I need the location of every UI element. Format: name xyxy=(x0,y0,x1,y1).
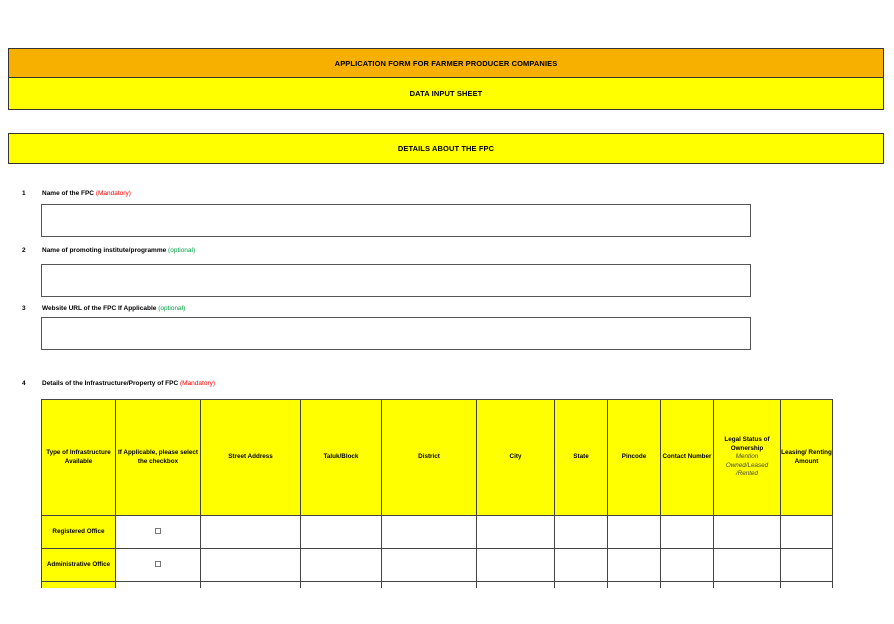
col-header-contact: Contact Number xyxy=(661,400,714,516)
col-header-legal-status xyxy=(714,400,781,516)
optional-tag: (optional) xyxy=(168,247,196,254)
col-header-city: City xyxy=(477,400,555,516)
infrastructure-table xyxy=(41,399,833,594)
question-1-label xyxy=(22,190,131,197)
col-header-type: Type of Infrastructure Available xyxy=(42,400,116,516)
district-cell[interactable] xyxy=(382,549,477,582)
col-header-district: District xyxy=(382,400,477,516)
row-label-registered-office: Registered Office xyxy=(42,516,116,549)
question-text: Name of the FPC xyxy=(42,190,95,197)
pincode-cell[interactable] xyxy=(608,549,661,582)
legal-status-cell[interactable] xyxy=(714,516,781,549)
legal-status-note: Mention Owned/Leased /Rented xyxy=(725,453,769,478)
city-cell[interactable] xyxy=(477,516,555,549)
section-title-bar xyxy=(8,133,884,164)
taluk-cell[interactable] xyxy=(301,549,382,582)
row-label-administrative-office: Administrative Office xyxy=(42,549,116,582)
question-text: Website URL of the FPC If Applicable xyxy=(42,305,157,312)
optional-tag: (optional) xyxy=(158,305,186,312)
pincode-cell[interactable] xyxy=(608,516,661,549)
question-text: Details of the Infrastructure/Property of FPC xyxy=(42,380,179,387)
checkbox-cell xyxy=(116,549,201,582)
question-number: 1 xyxy=(22,190,26,197)
taluk-cell[interactable] xyxy=(301,516,382,549)
col-header-pincode: Pincode xyxy=(608,400,661,516)
question-4-label xyxy=(22,380,215,387)
question-3-label xyxy=(22,305,185,312)
state-cell[interactable] xyxy=(555,516,608,549)
form-title: APPLICATION FORM FOR FARMER PRODUCER COMPANIES xyxy=(334,58,558,68)
checkbox-cell xyxy=(116,516,201,549)
legal-status-title: Legal Status of Ownership xyxy=(724,436,770,452)
contact-cell[interactable] xyxy=(661,549,714,582)
sheet-title: DATA INPUT SHEET xyxy=(409,89,483,98)
legal-status-cell[interactable] xyxy=(714,549,781,582)
administrative-office-checkbox[interactable] xyxy=(155,561,161,567)
question-number: 4 xyxy=(22,380,26,387)
mandatory-tag: (Mandatory) xyxy=(95,190,131,197)
col-header-street: Street Address xyxy=(201,400,301,516)
question-2-label xyxy=(22,247,195,254)
table-header-row xyxy=(42,400,833,516)
promoting-institute-input[interactable] xyxy=(41,264,751,297)
question-number: 2 xyxy=(22,247,26,254)
section-title: DETAILS ABOUT THE FPC xyxy=(397,144,495,153)
col-header-taluk: Taluk/Block xyxy=(301,400,382,516)
contact-cell[interactable] xyxy=(661,516,714,549)
state-cell[interactable] xyxy=(555,549,608,582)
website-url-input[interactable] xyxy=(41,317,751,350)
fpc-name-input[interactable] xyxy=(41,204,751,237)
leasing-cell[interactable] xyxy=(781,516,833,549)
leasing-cell[interactable] xyxy=(781,549,833,582)
page-bottom-margin xyxy=(0,588,894,624)
registered-office-checkbox[interactable] xyxy=(155,528,161,534)
col-header-checkbox: If Applicable, please select the checkbox xyxy=(116,400,201,516)
table-row xyxy=(42,549,833,582)
sheet-title-bar xyxy=(8,78,884,110)
district-cell[interactable] xyxy=(382,516,477,549)
street-cell[interactable] xyxy=(201,549,301,582)
question-text: Name of promoting institute/programme xyxy=(42,247,167,254)
col-header-leasing: Leasing/ Renting Amount xyxy=(781,400,833,516)
street-cell[interactable] xyxy=(201,516,301,549)
col-header-state: State xyxy=(555,400,608,516)
mandatory-tag: (Mandatory) xyxy=(179,380,216,387)
table-row xyxy=(42,516,833,549)
question-number: 3 xyxy=(22,305,26,312)
city-cell[interactable] xyxy=(477,549,555,582)
form-title-bar xyxy=(8,48,884,78)
